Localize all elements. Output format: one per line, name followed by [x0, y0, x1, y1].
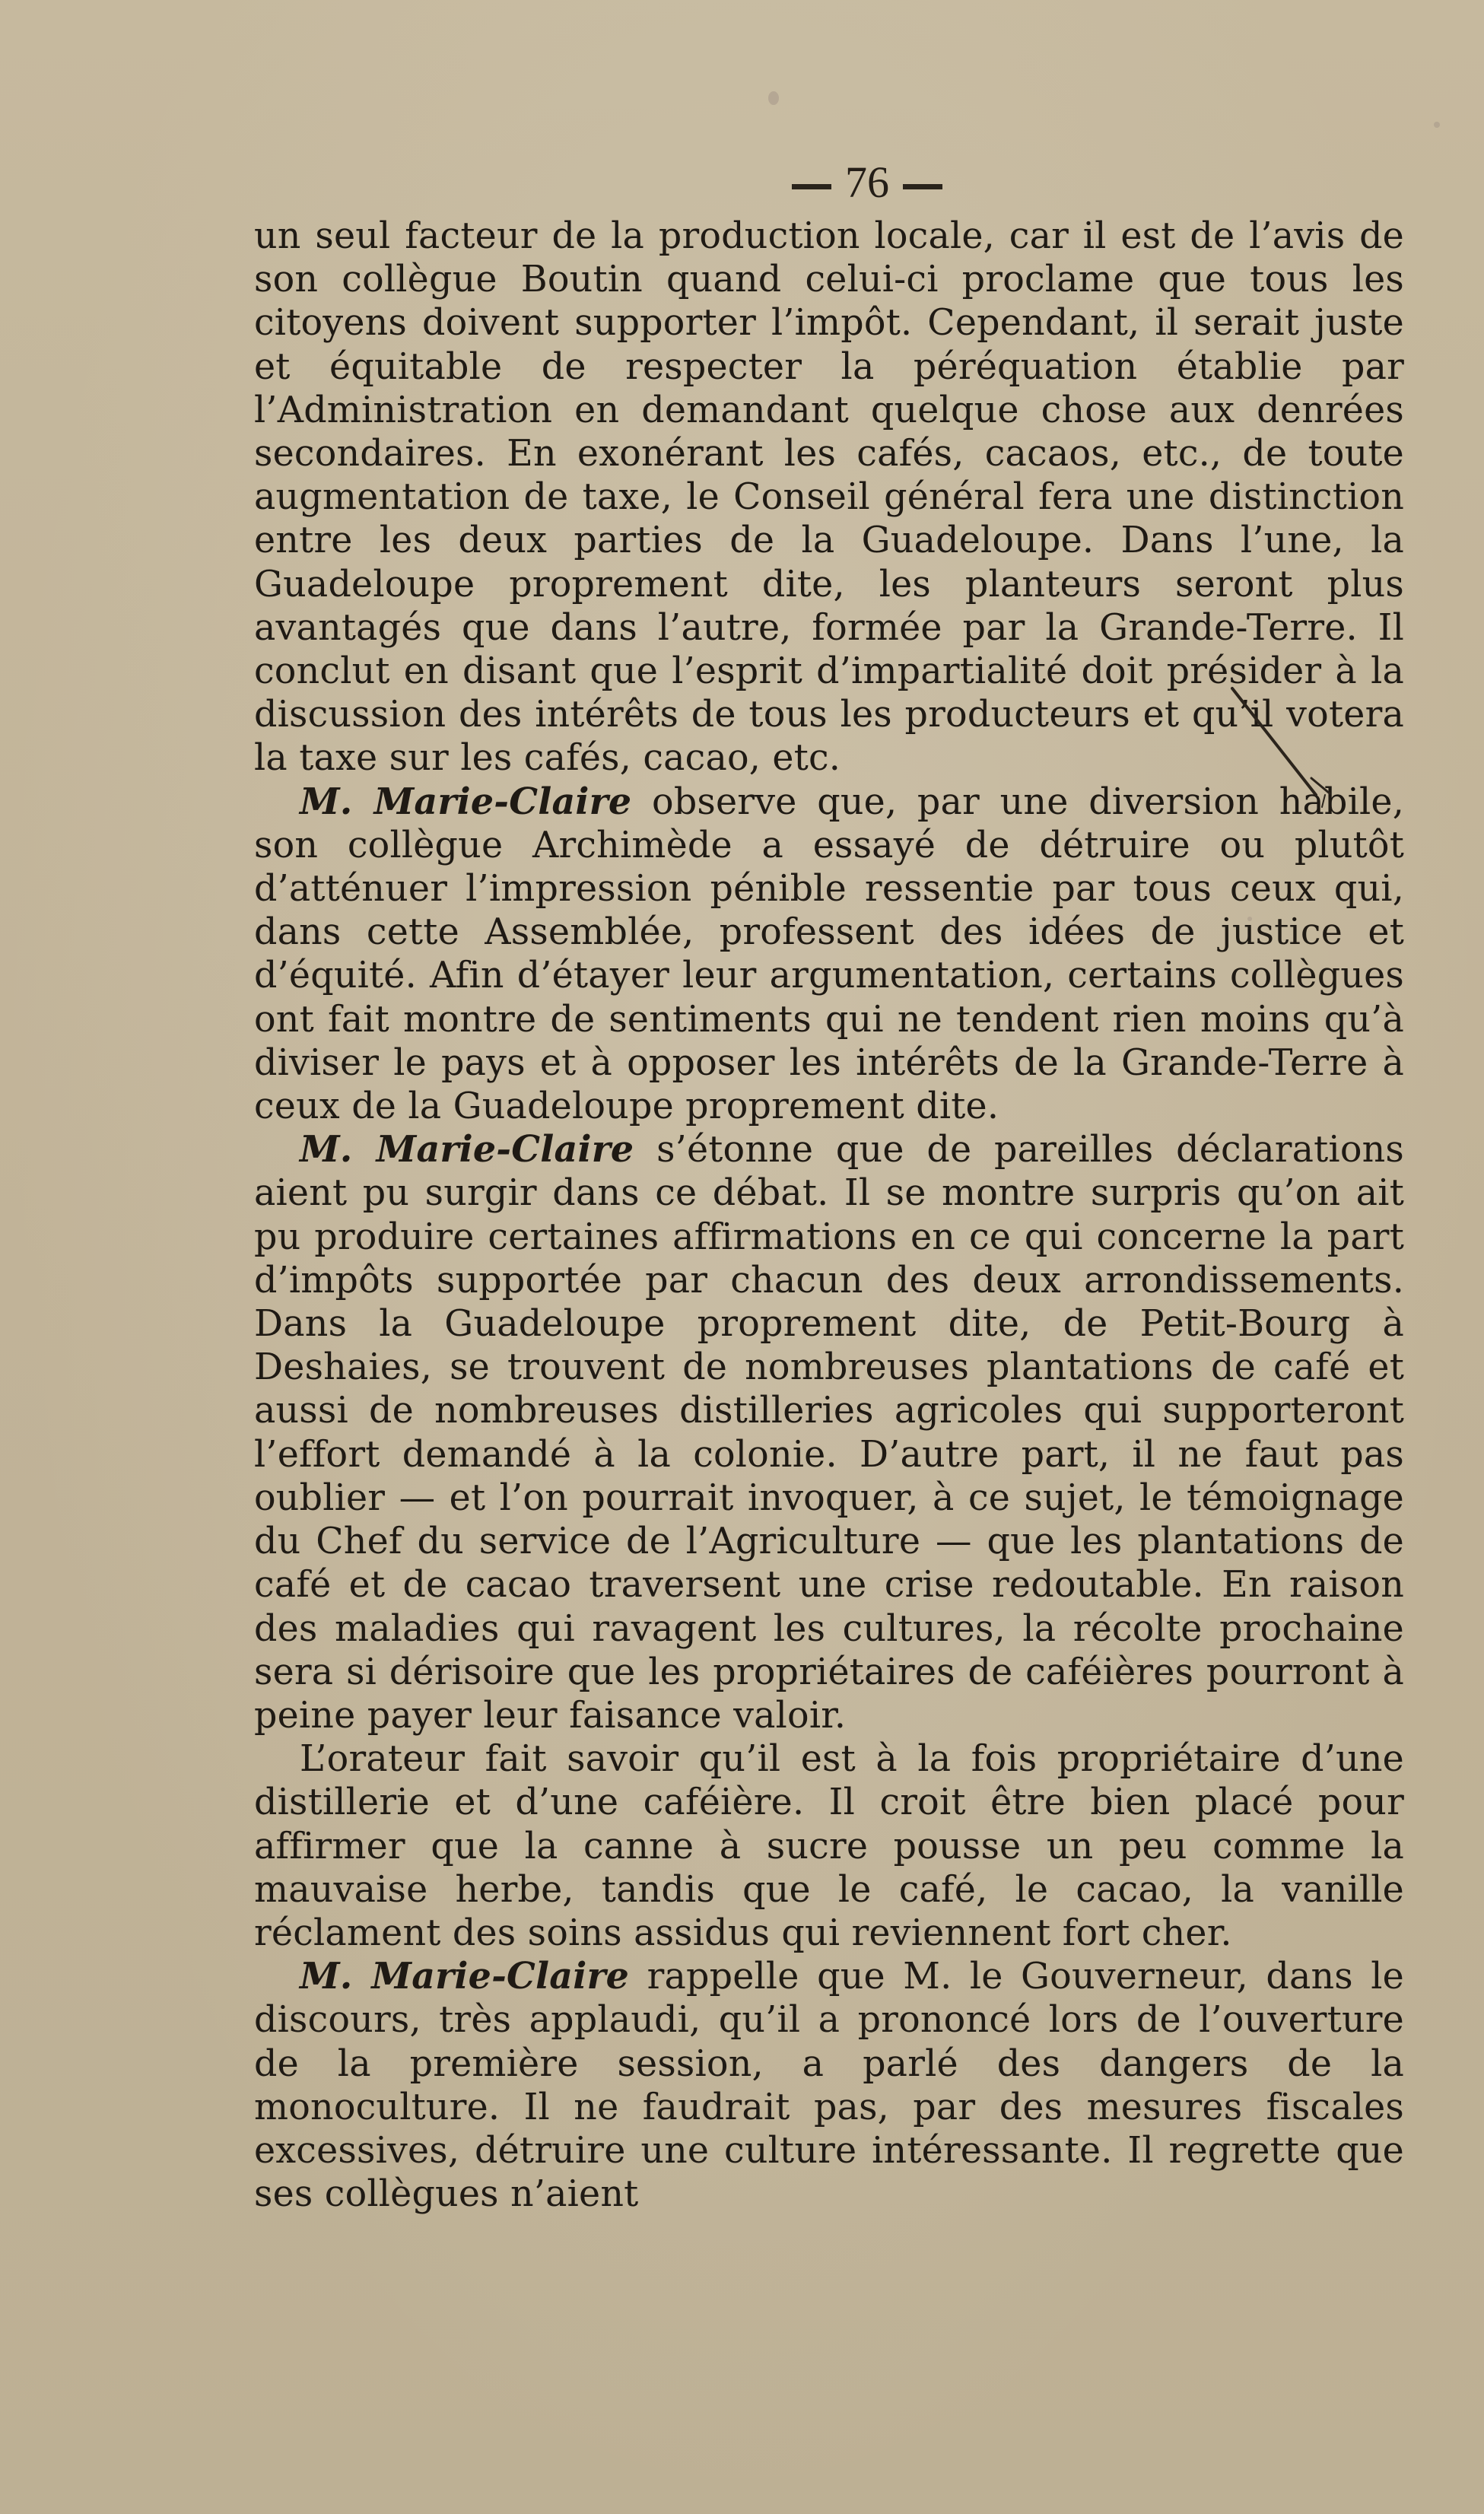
- speaker-name: M. Marie-Claire: [300, 1128, 634, 1171]
- page-number-value: 76: [845, 157, 889, 207]
- speaker-name: M. Marie-Claire: [300, 1955, 630, 1998]
- paragraph-text: rappelle que M. le Gouverneur, dans le discours, très applaudi, qu’il a prononcé lors de l’ouverture de la première session, a parlé des dangers de la monoculture. Il ne faudrait pas, par des mesures fiscales excessives, détruire une culture intéressante. Il regrette que ses collègues n’aient: [254, 1956, 1404, 2216]
- paragraph-2: [254, 780, 1404, 1129]
- paragraph-3: [254, 1128, 1404, 1737]
- paragraph-text: L’orateur fait savoir qu’il est à la fois propriétaire d’une distillerie et d’une caféière. Il croit être bien placé pour affirmer que la canne à sucre pousse un peu comme la mauvaise herbe, tandis que le café, le cacao, la vanille réclament des soins assidus qui reviennent fort cher.: [254, 1738, 1404, 1954]
- paper-speck: [768, 91, 779, 105]
- body-text: [254, 215, 1404, 2216]
- speaker-name: M. Marie-Claire: [300, 780, 632, 823]
- paragraph-text: un seul facteur de la production locale, car il est de l’avis de son collègue Boutin quand celui-ci proclame que tous les citoyens doivent supporter l’impôt. Cependant, il serait juste et équitable de respecter la péréquation établie par l’Administration en demandant quelque chose aux denrées secondaires. En exonérant les cafés, cacaos, etc., de toute augmentation de taxe, le Conseil général fera une distinction entre les deux parties de la Guadeloupe. Dans l’une, la Guadeloupe proprement dite, les planteurs seront plus avantagés que dans l’autre, formée par la Grande-Terre. Il conclut en disant que l’esprit d’impartialité doit présider à la discussion des intérêts de tous les producteurs et qu’il votera la taxe sur les cafés, cacao, etc.: [254, 215, 1404, 780]
- paragraph-4: [254, 1737, 1404, 1955]
- page-number: [0, 156, 1484, 209]
- paragraph-text: s’étonne que de pareilles déclarations aient pu surgir dans ce débat. Il se montre surpris qu’on ait pu produire certaines affirmations en ce qui concerne la part d’impôts supportée par chacun des deux arrondissements. Dans la Guadeloupe proprement dite, de Petit-Bourg à Deshaies, se trouvent de nombreuses plantations de café et aussi de nombreuses distilleries agricoles qui supporteront l’effort demandé à la colonie. D’autre part, il ne faut pas oublier — et l’on pourrait invoquer, à ce sujet, le témoignage du Chef du service de l’Agriculture — que les plantations de café et de cacao traversent une crise redoutable. En raison des maladies qui ravagent les cultures, la récolte prochaine sera si dérisoire que les propriétaires de caféières pourront à peine payer leur faisance valoir.: [254, 1129, 1404, 1737]
- paragraph-text: observe que, par une diversion habile, son collègue Archimède a essayé de détruire ou plutôt d’atténuer l’impression pénible ressentie par tous ceux qui, dans cette Assemblée, professent des idées de justice et d’équité. Afin d’étayer leur argumentation, certains collègues ont fait montre de sentiments qui ne tendent rien moins qu’à diviser le pays et à opposer les intérêts de la Grande-Terre à ceux de la Guadeloupe proprement dite.: [254, 780, 1405, 1128]
- paragraph-5: [254, 1955, 1404, 2216]
- handwritten-pencil-mark: [1226, 681, 1340, 810]
- paper-speck: [1434, 122, 1440, 128]
- dash-right: [903, 184, 942, 189]
- dash-left: [792, 184, 831, 189]
